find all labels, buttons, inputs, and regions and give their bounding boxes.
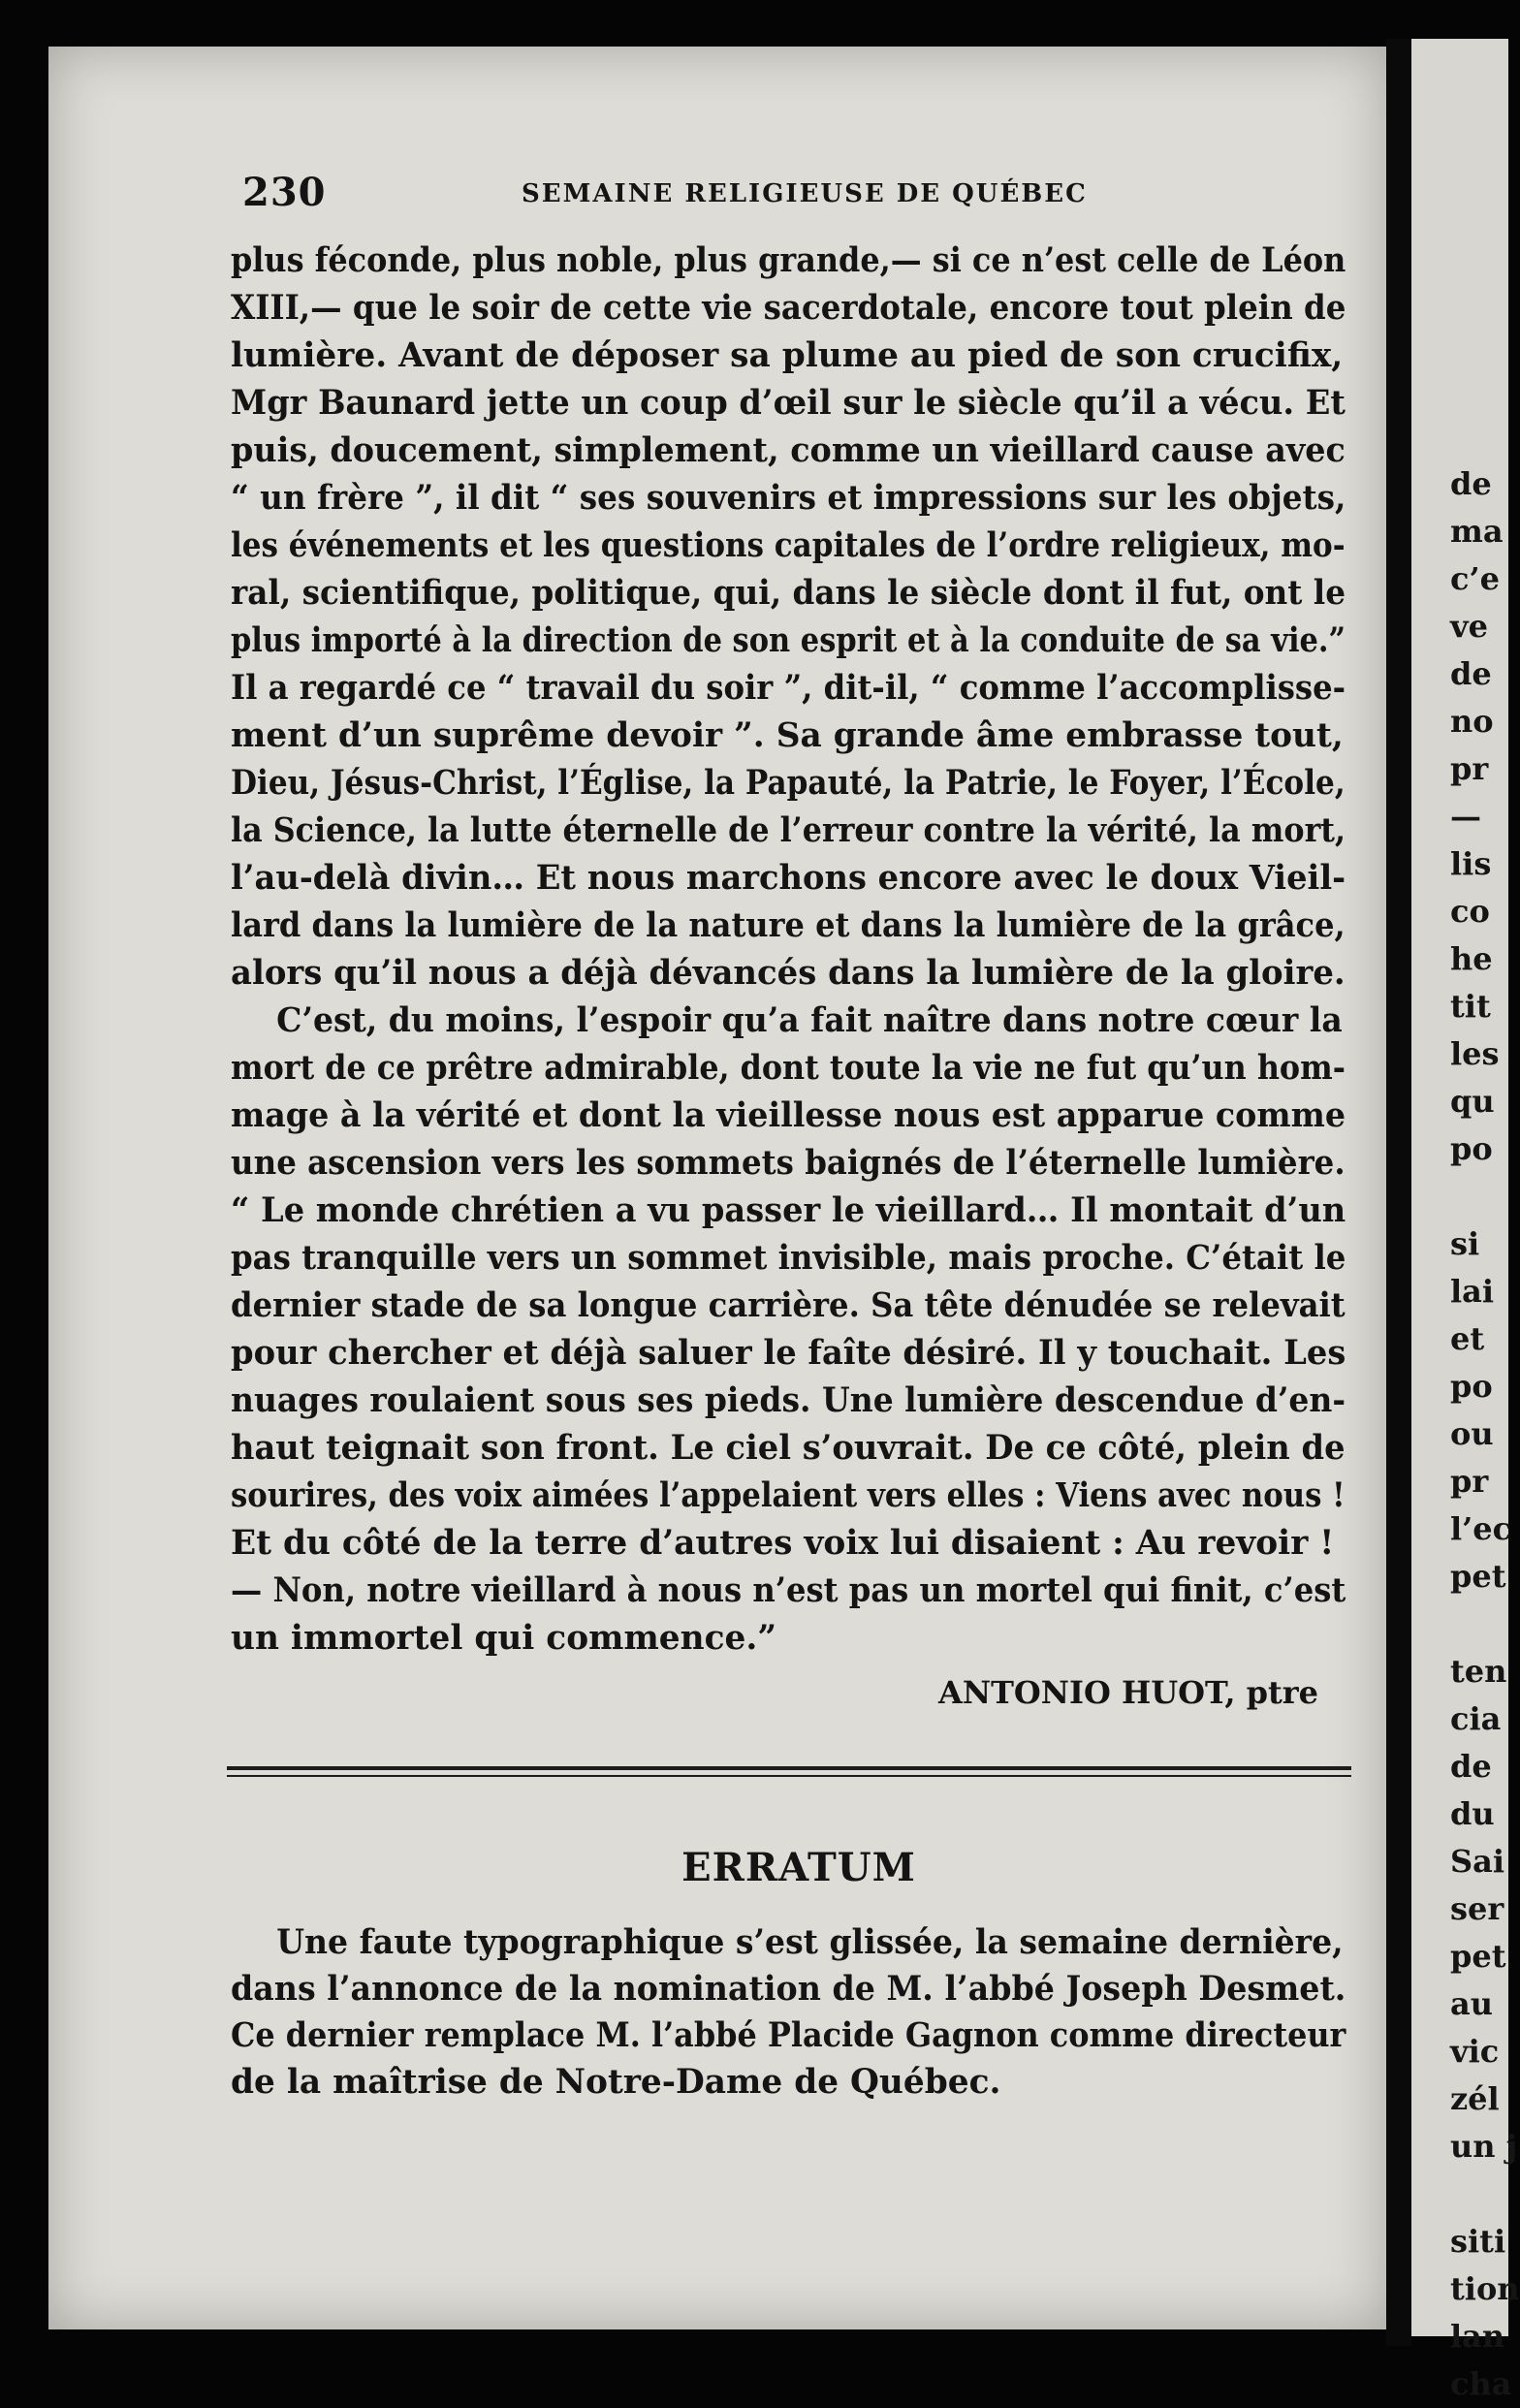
page-number: 230	[242, 170, 327, 215]
erratum-line: Ce dernier remplace M. l’abbé Placide Gagnon comme directeur	[231, 2015, 1346, 2055]
facing-page-line-fragment: ve	[1450, 608, 1488, 645]
text-line: C’est, du moins, l’espoir qu’a fait naître dans notre cœur la	[276, 1000, 1343, 1040]
text-line: puis, doucement, simplement, comme un vieillard cause avec	[231, 430, 1346, 470]
erratum-line: de la maîtrise de Notre-Dame de Québec.	[231, 2062, 1001, 2102]
text-line: l’au-delà divin… Et nous marchons encore avec le doux Vieil-	[231, 858, 1346, 898]
facing-page-line-fragment: cha	[1450, 2365, 1512, 2402]
text-line: XIII,— que le soir de cette vie sacerdotale, encore tout plein de	[231, 288, 1346, 328]
erratum-line: dans l’annonce de la nomination de M. l’abbé Joseph Desmet.	[231, 1969, 1346, 2009]
facing-page-line-fragment: zél	[1450, 2080, 1500, 2117]
facing-page-line-fragment: ma	[1450, 513, 1504, 550]
facing-page-line-fragment: tion	[1450, 2270, 1520, 2307]
text-line: nuages roulaient sous ses pieds. Une lumière descendue d’en-	[231, 1380, 1346, 1420]
facing-page-line-fragment: no	[1450, 703, 1494, 740]
facing-page-line-fragment: les	[1450, 1035, 1500, 1072]
text-line: plus importé à la direction de son esprit et à la conduite de sa vie.”	[231, 620, 1346, 660]
facing-page-line-fragment: lan	[1450, 2318, 1505, 2355]
facing-page-line-fragment: ser	[1450, 1890, 1504, 1927]
facing-page-line-fragment: qu	[1450, 1083, 1495, 1120]
facing-page-line-fragment: c’e	[1450, 560, 1500, 597]
facing-page-line-fragment: cia	[1450, 1700, 1502, 1737]
facing-page-line-fragment: co	[1450, 893, 1490, 930]
facing-page-line-fragment: pet	[1450, 1938, 1506, 1975]
author-signature: ANTONIO HUOT, ptre	[938, 1674, 1318, 1711]
facing-page-edge	[1411, 39, 1520, 2402]
facing-page-line-fragment: l’ec	[1450, 1510, 1512, 1547]
facing-page-line-fragment: au	[1450, 1985, 1493, 2022]
divider-thin-rule	[227, 1775, 1351, 1777]
text-line: lumière. Avant de déposer sa plume au pied de son crucifix,	[231, 335, 1344, 375]
facing-page-line-fragment: du	[1450, 1795, 1495, 1832]
facing-page-line-fragment: un j	[1450, 2128, 1518, 2165]
facing-page-line-fragment: de	[1450, 465, 1492, 502]
erratum-title: ERRATUM	[681, 1845, 916, 1890]
text-line: les événements et les questions capitales de l’ordre religieux, mo-	[231, 525, 1346, 565]
facing-page-line-fragment: po	[1450, 1130, 1493, 1167]
section-divider	[227, 1766, 1351, 1777]
text-line: haut teignait son front. Le ciel s’ouvrait. De ce côté, plein de	[231, 1428, 1346, 1468]
facing-page-line-fragment: si	[1450, 1225, 1480, 1262]
text-line: plus féconde, plus noble, plus grande,— si ce n’est celle de Léon	[231, 240, 1346, 280]
facing-page-line-fragment: ten	[1450, 1653, 1507, 1690]
text-line: — Non, notre vieillard à nous n’est pas un mortel qui finit, c’est	[231, 1570, 1346, 1610]
running-head: SEMAINE RELIGIEUSE DE QUÉBEC	[522, 179, 1088, 208]
facing-page-line-fragment: de	[1450, 655, 1492, 692]
facing-page-line-fragment: ou	[1450, 1415, 1494, 1452]
text-line: dernier stade de sa longue carrière. Sa tête dénudée se relevait	[231, 1285, 1346, 1325]
text-line: pour chercher et déjà saluer le faîte désiré. Il y touchait. Les	[231, 1333, 1346, 1373]
divider-thick-rule	[227, 1766, 1351, 1770]
facing-page-line-fragment: vic	[1450, 2033, 1500, 2070]
page-header	[231, 145, 1367, 233]
text-line: Et du côté de la terre d’autres voix lui disaient : Au revoir !	[231, 1523, 1335, 1563]
article-body	[231, 237, 1367, 1662]
facing-page-line-fragment	[1411, 2170, 1508, 2218]
page-gutter	[1386, 39, 1411, 2346]
text-line: Mgr Baunard jette un coup d’œil sur le siècle qu’il a vécu. Et	[231, 383, 1346, 423]
text-line: une ascension vers les sommets baignés de l’éternelle lumière.	[231, 1143, 1346, 1183]
text-line: alors qu’il nous a déjà dévancés dans la lumière de la gloire.	[231, 953, 1346, 993]
facing-page-line-fragment: lis	[1450, 845, 1492, 882]
text-line: Il a regardé ce “ travail du soir ”, dit-il, “ comme l’accomplisse-	[231, 668, 1346, 708]
text-line: ral, scientifique, politique, qui, dans le siècle dont il fut, ont le	[231, 573, 1346, 613]
facing-page-line-fragment: siti	[1450, 2223, 1506, 2260]
facing-page-line-fragment: et	[1450, 1320, 1485, 1357]
facing-page-fragments	[1411, 460, 1520, 2408]
facing-page-line-fragment	[1411, 1173, 1508, 1220]
erratum-body	[231, 1919, 1367, 2106]
text-line: mort de ce prêtre admirable, dont toute la vie ne fut qu’un hom-	[231, 1048, 1346, 1088]
erratum-line: Une faute typographique s’est glissée, la semaine dernière,	[276, 1922, 1344, 1962]
page-text	[231, 145, 1367, 2106]
facing-page-line-fragment: po	[1450, 1368, 1493, 1405]
facing-page-line-fragment: —	[1450, 798, 1481, 835]
facing-page-line-fragment: Sai	[1450, 1843, 1504, 1880]
facing-page-line-fragment: pr	[1450, 1463, 1489, 1500]
text-line: Dieu, Jésus-Christ, l’Église, la Papauté, la Patrie, le Foyer, l’École,	[231, 763, 1346, 803]
text-line: ment d’un suprême devoir ”. Sa grande âme embrasse tout,	[231, 715, 1344, 755]
facing-page-line-fragment: he	[1450, 940, 1493, 977]
facing-page-line-fragment: lai	[1450, 1273, 1495, 1310]
text-line: lard dans la lumière de la nature et dans la lumière de la grâce,	[231, 905, 1346, 945]
text-line: sourires, des voix aimées l’appelaient vers elles : Viens avec nous !	[231, 1475, 1346, 1515]
facing-page-line-fragment: pet	[1450, 1558, 1506, 1595]
facing-page-line-fragment: de	[1450, 1748, 1492, 1785]
text-line: “ un frère ”, il dit “ ses souvenirs et impressions sur les objets,	[231, 478, 1346, 518]
facing-page-line-fragment: tit	[1450, 988, 1491, 1025]
facing-page-line-fragment: pr	[1450, 750, 1489, 787]
text-line: un immortel qui commence.”	[231, 1618, 777, 1658]
text-line: “ Le monde chrétien a vu passer le vieillard… Il montait d’un	[231, 1190, 1346, 1230]
text-line: mage à la vérité et dont la vieillesse nous est apparue comme	[231, 1095, 1346, 1135]
text-line: pas tranquille vers un sommet invisible, mais proche. C’était le	[231, 1238, 1346, 1278]
text-line: la Science, la lutte éternelle de l’erreur contre la vérité, la mort,	[231, 810, 1346, 850]
facing-page-line-fragment	[1411, 1600, 1508, 1648]
